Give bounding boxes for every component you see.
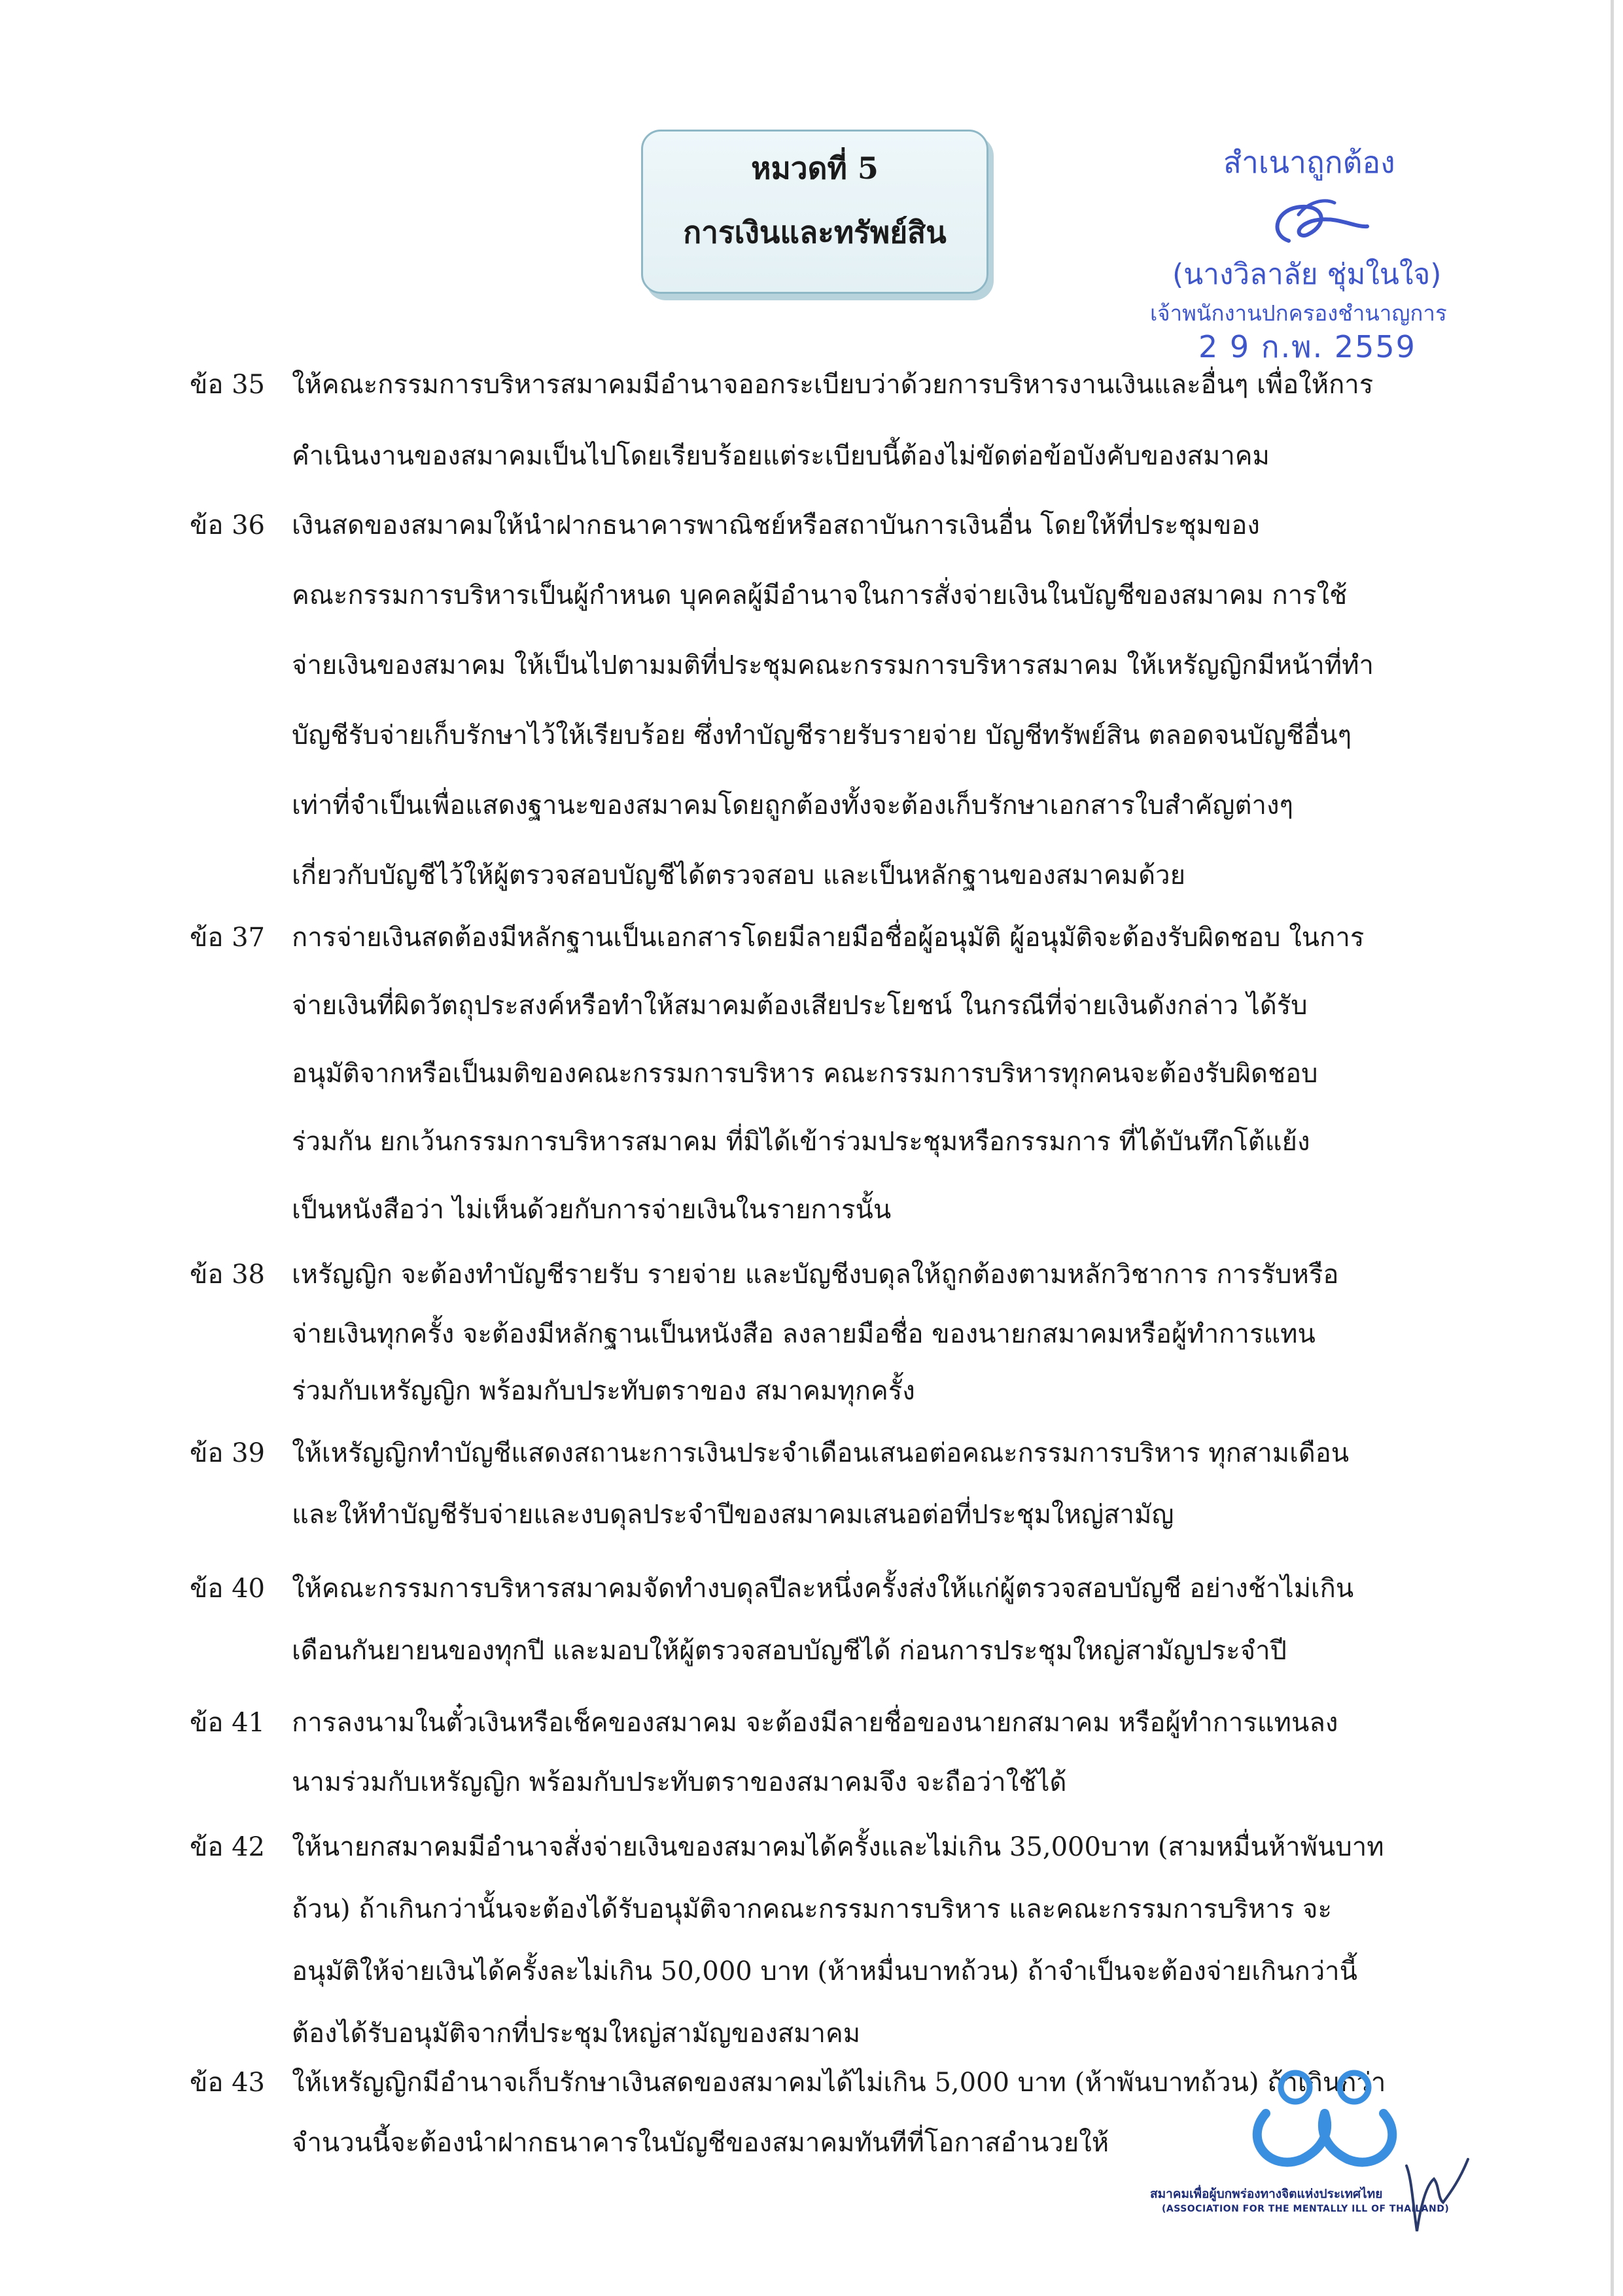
signature-icon: [1400, 2140, 1472, 2251]
article-number: ข้อ 40: [190, 1574, 265, 1604]
article-line: จำนวนนี้จะต้องนำฝากธนาคารในบัญชีของสมาคมทันทีที่โอกาสอำนวยให้: [292, 2128, 1109, 2158]
article-line: จ่ายเงินของสมาคม ให้เป็นไปตามมติที่ประชุมคณะกรรมการบริหารสมาคม ให้เหรัญญิกมีหน้าที่ทำ: [292, 650, 1374, 680]
article-line: เป็นหนังสือว่า ไม่เห็นด้วยกับการจ่ายเงินในรายการนั้น: [292, 1195, 892, 1225]
article-line: ถ้วน) ถ้าเกินกว่านั้นจะต้องได้รับอนุมัติจากคณะกรรมการบริหาร และคณะกรรมการบริหาร จะ: [292, 1894, 1332, 1924]
chapter-heading-box: [641, 130, 988, 294]
article-line: เหรัญญิก จะต้องทำบัญชีรายรับ รายจ่าย และบัญชีงบดุลให้ถูกต้องตามหลักวิชาการ การรับหรือ: [292, 1260, 1339, 1290]
association-name-english: (ASSOCIATION FOR THE MENTALLY ILL OF THAILAND): [1162, 2204, 1450, 2214]
article-line: ให้คณะกรรมการบริหารสมาคมมีอำนาจออกระเบียบว่าด้วยการบริหารงานเงินและอื่นๆ เพื่อให้การ: [292, 370, 1374, 400]
article-number: ข้อ 37: [190, 923, 265, 953]
association-name-thai: สมาคมเพื่อผู้บกพร่องทางจิตแห่งประเทศไทย: [1150, 2187, 1383, 2201]
article-line: บัญชีรับจ่ายเก็บรักษาไว้ให้เรียบร้อย ซึ่งทำบัญชีรายรับรายจ่าย บัญชีทรัพย์สิน ตลอดจนบัญชีอื่นๆ: [292, 720, 1352, 751]
article-number: ข้อ 35: [190, 370, 265, 400]
stamp-officer-position: เจ้าพนักงานปกครองชำนาญการ: [1150, 300, 1447, 326]
article-line: เท่าที่จำเป็นเพื่อแสดงฐานะของสมาคมโดยถูกต้องทั้งจะต้องเก็บรักษาเอกสารใบสำคัญต่างๆ: [292, 790, 1293, 821]
article-number: ข้อ 42: [190, 1832, 265, 1862]
article-line: และให้ทำบัญชีรับจ่ายและงบดุลประจำปีของสมาคมเสนอต่อที่ประชุมใหญ่สามัญ: [292, 1500, 1174, 1530]
article-line: คณะกรรมการบริหารเป็นผู้กำหนด บุคคลผู้มีอำนาจในการสั่งจ่ายเงินในบัญชีของสมาคม การใช้: [292, 580, 1348, 610]
article-line: จ่ายเงินที่ผิดวัตถุประสงค์หรือทำให้สมาคมต้องเสียประโยชน์ ในกรณีที่จ่ายเงินดังกล่าว ได้รับ: [292, 991, 1308, 1021]
article-line: ให้นายกสมาคมมีอำนาจสั่งจ่ายเงินของสมาคมได้ครั้งและไม่เกิน 35,000บาท (สามหมื่นห้าพันบาท: [292, 1832, 1384, 1862]
article-line: คำเนินงานของสมาคมเป็นไปโดยเรียบร้อยแต่ระเบียบนี้ต้องไม่ขัดต่อข้อบังคับของสมาคม: [292, 441, 1270, 471]
article-line: ให้เหรัญญิกทำบัญชีแสดงสถานะการเงินประจำเดือนเสนอต่อคณะกรรมการบริหาร ทุกสามเดือน: [292, 1438, 1350, 1468]
certified-copy-stamp: สำเนาถูกต้อง: [1223, 145, 1395, 180]
stamp-officer-name: (นางวิลาลัย ชุ่มในใจ): [1172, 258, 1442, 291]
article-line: อนุมัติจากหรือเป็นมติของคณะกรรมการบริหาร คณะกรรมการบริหารทุกคนจะต้องรับผิดชอบ: [292, 1059, 1318, 1089]
chapter-number: หมวดที่ 5: [751, 150, 879, 186]
article-line: ให้เหรัญญิกมีอำนาจเก็บรักษาเงินสดของสมาคมได้ไม่เกิน 5,000 บาท (ห้าพันบาทถ้วน) ถ้าเกินกว่า: [292, 2068, 1386, 2098]
article-line: จ่ายเงินทุกครั้ง จะต้องมีหลักฐานเป็นหนังสือ ลงลายมือชื่อ ของนายกสมาคมหรือผู้ทำการแทน: [292, 1319, 1316, 1349]
article-line: ให้คณะกรรมการบริหารสมาคมจัดทำงบดุลปีละหนึ่งครั้งส่งให้แก่ผู้ตรวจสอบบัญชี อย่างช้าไม่เกิน: [292, 1574, 1354, 1604]
article-line: เงินสดของสมาคมให้นำฝากธนาคารพาณิชย์หรือสถาบันการเงินอื่น โดยให้ที่ประชุมของ: [292, 510, 1260, 540]
page-edge: [1611, 0, 1614, 2296]
article-line: การลงนามในตั๋วเงินหรือเช็คของสมาคม จะต้องมีลายชื่อของนายกสมาคม หรือผู้ทำการแทนลง: [292, 1708, 1338, 1738]
article-line: ร่วมกัน ยกเว้นกรรมการบริหารสมาคม ที่มิได้เข้าร่วมประชุมหรือกรรมการ ที่ได้บันทึกโต้แย้ง: [292, 1127, 1310, 1157]
article-number: ข้อ 38: [190, 1260, 265, 1290]
article-line: ต้องได้รับอนุมัติจากที่ประชุมใหญ่สามัญของสมาคม: [292, 2019, 861, 2049]
article-line: การจ่ายเงินสดต้องมีหลักฐานเป็นเอกสารโดยมีลายมือชื่อผู้อนุมัติ ผู้อนุมัติจะต้องรับผิดชอบ ในการ: [292, 923, 1365, 953]
article-line: อนุมัติให้จ่ายเงินได้ครั้งละไม่เกิน 50,000 บาท (ห้าหมื่นบาทถ้วน) ถ้าจำเป็นจะต้องจ่ายเกินกว่านี้: [292, 1956, 1357, 1987]
article-number: ข้อ 41: [190, 1708, 265, 1738]
article-line: เดือนกันยายนของทุกปี และมอบให้ผู้ตรวจสอบบัญชีได้ ก่อนการประชุมใหญ่สามัญประจำปี: [292, 1636, 1287, 1666]
article-number: ข้อ 36: [190, 510, 265, 540]
article-number: ข้อ 43: [190, 2068, 265, 2098]
chapter-title: การเงินและทรัพย์สิน: [683, 215, 947, 250]
official-signature-icon: [1263, 188, 1374, 260]
article-line: ร่วมกับเหรัญญิก พร้อมกับประทับตราของ สมาคมทุกครั้ง: [292, 1376, 915, 1406]
stamp-date: 2 9 ก.พ. 2559: [1198, 329, 1416, 364]
article-line: เกี่ยวกับบัญชีไว้ให้ผู้ตรวจสอบบัญชีได้ตรวจสอบ และเป็นหลักฐานของสมาคมด้วย: [292, 860, 1186, 891]
article-line: นามร่วมกับเหรัญญิก พร้อมกับประทับตราของสมาคมจึง จะถือว่าใช้ได้: [292, 1767, 1067, 1797]
article-number: ข้อ 39: [190, 1438, 265, 1468]
